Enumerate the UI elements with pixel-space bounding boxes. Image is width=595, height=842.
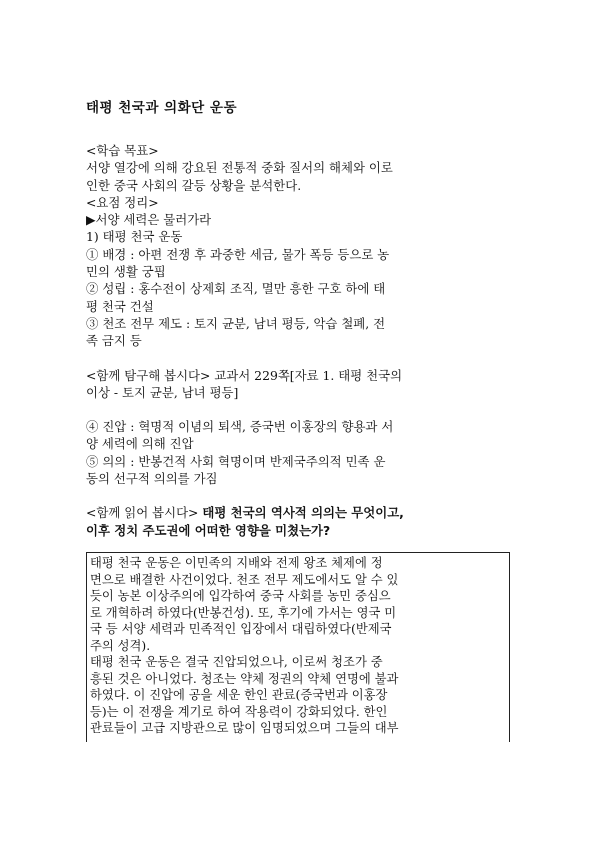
point-line: 족 금지 등 — [86, 333, 142, 349]
reading-box-line: 흥된 것은 아니었다. 청조는 약체 정권의 약체 연명에 불과 — [90, 671, 399, 686]
reading-question: 태평 천국의 역사적 의의는 무엇이고, — [202, 505, 404, 521]
reading-label: <함께 읽어 봅시다> — [86, 505, 199, 521]
summary-label: <요점 정리> — [86, 194, 159, 210]
reading-box-line: 주의 성격). — [90, 638, 151, 653]
explore-line: <함께 탐구해 봅시다> 교과서 229쪽[자료 1. 태평 천국의 — [86, 367, 403, 383]
reading-box-line: 등)는 이 전쟁을 계기로 하여 작용력이 강화되었다. 한인 — [90, 704, 388, 719]
document-body — [86, 142, 510, 539]
reading-box-line: 로 개혁하려 하였다(반봉건성). 또, 후기에 가서는 영국 미 — [90, 605, 397, 620]
point-line: ① 배경 : 아편 전쟁 후 과중한 세금, 물가 폭등 등으로 농 — [86, 246, 390, 262]
point-line: 동의 선구적 의의를 가짐 — [86, 471, 218, 487]
goal-line: 인한 중국 사회의 갈등 상황을 분석한다. — [86, 177, 302, 193]
reading-box-line: 태평 천국 운동은 결국 진압되었으나, 이로써 청조가 중 — [90, 655, 383, 669]
point-line: ⑤ 의의 : 반봉건적 사회 혁명이며 반제국주의적 민족 운 — [86, 453, 386, 469]
sub-heading: 1) 태평 천국 운동 — [86, 229, 183, 245]
point-line: ③ 천조 전무 제도 : 토지 균분, 남녀 평등, 악습 철폐, 전 — [86, 315, 386, 331]
reading-box-line: 면으로 배결한 사건이었다. 천조 전무 제도에서도 알 수 있 — [90, 572, 399, 587]
spacer — [86, 487, 510, 504]
point-line: 평 천국 건설 — [86, 298, 154, 314]
point-line: 양 세력에 의해 진압 — [86, 436, 194, 452]
section-heading: ▶서양 세력은 물러가라 — [86, 212, 212, 228]
reading-box-line: 태평 천국 운동은 이민족의 지배와 전제 왕조 체제에 정 — [90, 556, 383, 570]
spacer — [86, 401, 510, 418]
page-title: 태평 천국과 의화단 운동 — [86, 100, 238, 116]
reading-box-line: 국 등 서양 세력과 민족적인 입장에서 대립하였다(반제국 — [90, 622, 392, 636]
point-line: ② 성립 : 홍수전이 상제회 조직, 멸만 흥한 구호 하에 태 — [86, 281, 386, 297]
reading-box-line: 관료들이 고급 지방관으로 많이 임명되었으며 그들의 대부 — [90, 721, 399, 735]
explore-line: 이상 - 토지 균분, 남녀 평등] — [86, 384, 239, 400]
reading-question-line: 이후 정치 주도권에 어떠한 영향을 미쳤는가? — [86, 522, 331, 538]
point-line: 민의 생활 궁핍 — [86, 264, 166, 280]
goal-label: <학습 목표> — [86, 143, 159, 158]
point-line: ④ 진압 : 혁명적 이념의 퇴색, 증국번 이홍장의 향용과 서 — [86, 419, 394, 435]
reading-box — [86, 552, 510, 742]
reading-box-line: 하였다. 이 진압에 공을 세운 한인 관료(증국번과 이홍장 — [90, 688, 388, 702]
reading-box-line: 듯이 농본 이상주의에 입각하여 중국 사회를 농민 중심으 — [90, 589, 391, 603]
goal-line: 서양 열강에 의해 강요된 전통적 중화 질서의 해체와 이로 — [86, 160, 393, 176]
reading-question-line — [86, 504, 510, 521]
spacer — [86, 350, 510, 367]
